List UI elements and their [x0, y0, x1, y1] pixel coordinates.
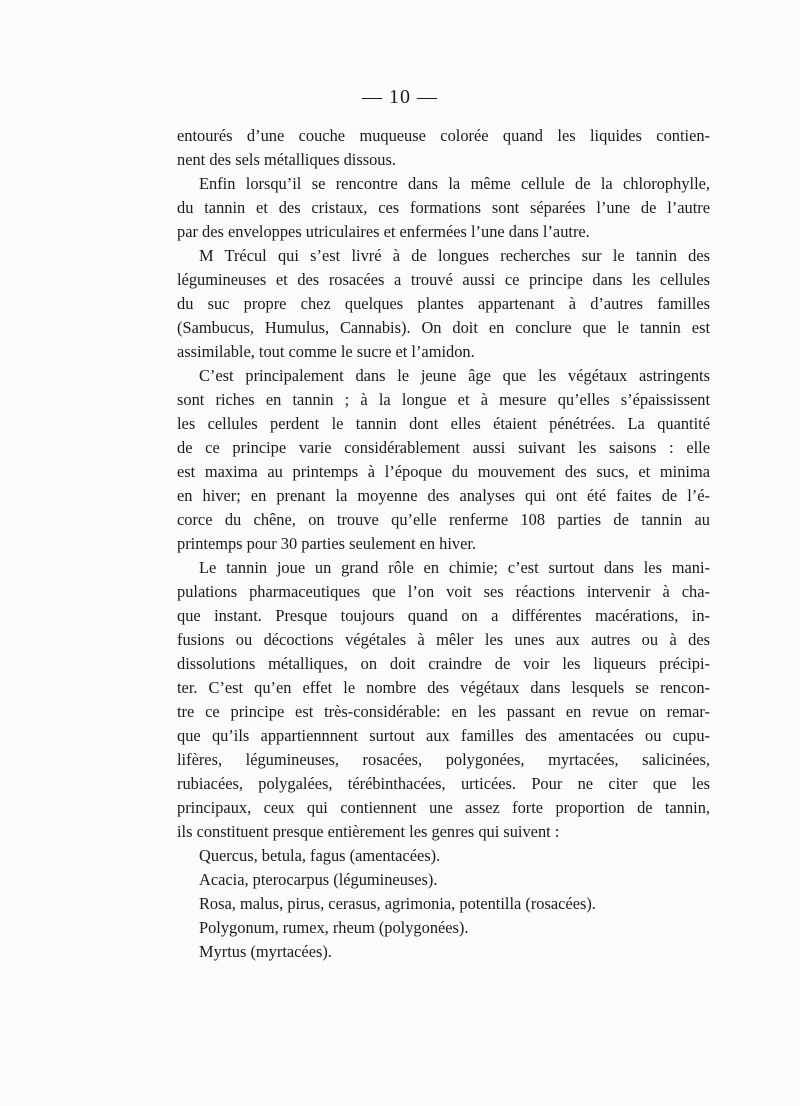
text-line: pulations pharmaceutiques que l’on voit ses réactions intervenir à cha-: [177, 582, 710, 601]
text-line: que qu’ils appartiennnent surtout aux familles des amentacées ou cupu-: [177, 726, 710, 745]
text-line: entourés d’une couche muqueuse colorée quand les liquides contien-: [177, 126, 710, 145]
text-line: du suc propre chez quelques plantes appartenant à d’autres familles: [177, 294, 710, 313]
text-line: Polygonum, rumex, rheum (polygonées).: [199, 918, 469, 937]
text-line: légumineuses et des rosacées a trouvé aussi ce principe dans les cellules: [177, 270, 710, 289]
text-line: printemps pour 30 parties seulement en hiver.: [177, 534, 477, 553]
text-line: ils constituent presque entièrement les genres qui suivent :: [177, 822, 560, 841]
text-line: sont riches en tannin ; à la longue et à mesure qu’elles s’épaississent: [177, 390, 710, 409]
text-line: (Sambucus, Humulus, Cannabis). On doit en conclure que le tannin est: [177, 318, 710, 337]
text-line: les cellules perdent le tannin dont elles étaient pénétrées. La quantité: [177, 414, 710, 433]
text-line: nent des sels métalliques dissous.: [177, 150, 396, 169]
text-line: par des enveloppes utriculaires et enfermées l’une dans l’autre.: [177, 222, 590, 241]
text-line: corce du chêne, on trouve qu’elle renferme 108 parties de tannin au: [177, 510, 710, 529]
text-line: que instant. Presque toujours quand on a différentes macérations, in-: [177, 606, 710, 625]
text-line: principaux, ceux qui contiennent une assez forte proportion de tannin,: [177, 798, 710, 817]
text-line: Quercus, betula, fagus (amentacées).: [199, 846, 441, 865]
text-line: est maxima au printemps à l’époque du mouvement des sucs, et minima: [177, 462, 710, 481]
text-line: ter. C’est qu’en effet le nombre des végétaux dans lesquels se rencon-: [177, 678, 710, 697]
text-line: rubiacées, polygalées, térébinthacées, urticées. Pour ne citer que les: [177, 774, 710, 793]
text-line: assimilable, tout comme le sucre et l’amidon.: [177, 342, 475, 361]
text-line: en hiver; en prenant la moyenne des analyses qui ont été faites de l’é-: [177, 486, 710, 505]
text-line: Myrtus (myrtacées).: [199, 942, 332, 961]
page-number: — 10 —: [362, 86, 438, 108]
text-line: dissolutions métalliques, on doit craindre de voir les liqueurs précipi-: [177, 654, 710, 673]
text-line: Le tannin joue un grand rôle en chimie; c’est surtout dans les mani-: [199, 558, 710, 577]
text-line: Enfin lorsqu’il se rencontre dans la même cellule de la chlorophylle,: [199, 174, 710, 193]
text-line: Acacia, pterocarpus (légumineuses).: [199, 870, 438, 889]
text-line: fusions ou décoctions végétales à mêler les unes aux autres ou à des: [177, 630, 710, 649]
text-line: lifères, légumineuses, rosacées, polygonées, myrtacées, salicinées,: [177, 750, 710, 769]
text-line: M Trécul qui s’est livré à de longues recherches sur le tannin des: [199, 246, 710, 265]
text-line: C’est principalement dans le jeune âge que les végétaux astringents: [199, 366, 710, 385]
text-line: Rosa, malus, pirus, cerasus, agrimonia, potentilla (rosacées).: [199, 894, 596, 913]
text-line: tre ce principe est très-considérable: en les passant en revue on remar-: [177, 702, 710, 721]
body-text: [177, 124, 710, 964]
text-line: du tannin et des cristaux, ces formations sont séparées l’une de l’autre: [177, 198, 710, 217]
text-line: de ce principe varie considérablement aussi suivant les saisons : elle: [177, 438, 710, 457]
